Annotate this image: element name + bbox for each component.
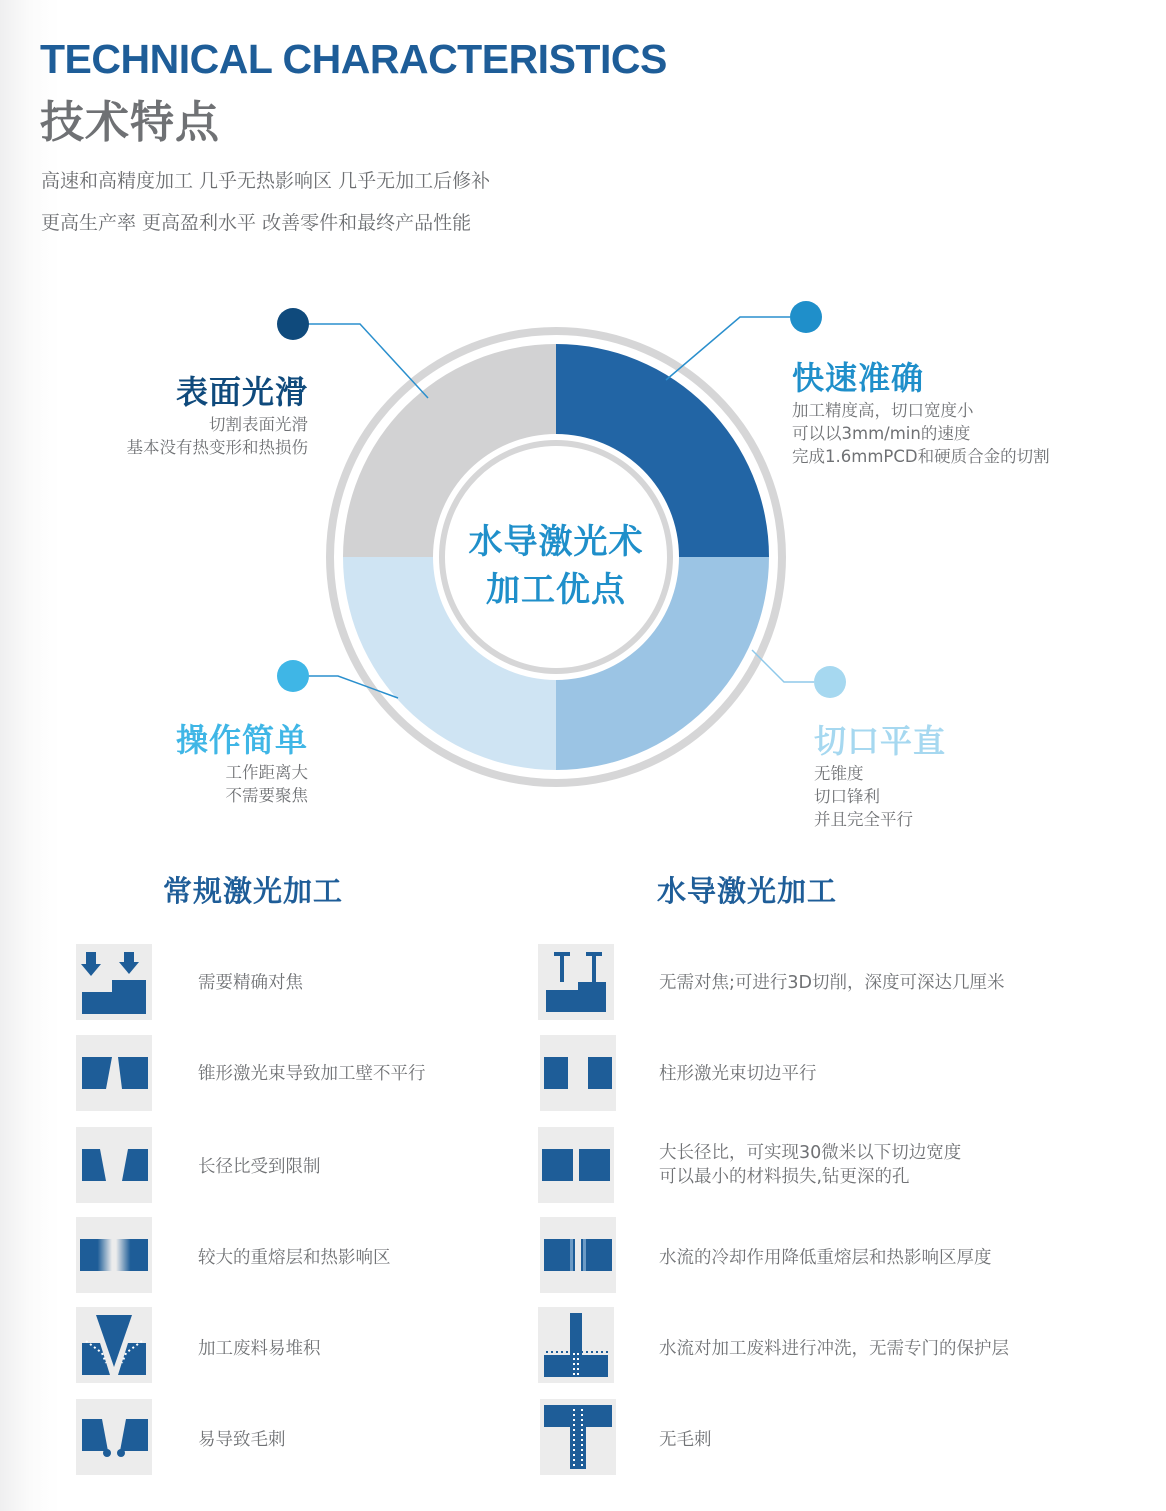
intro-line: 更高生产率 更高盈利水平 改善零件和最终产品性能 [41, 212, 472, 234]
feature-title: 快速准确 [792, 359, 925, 397]
water-jet-row-text: 水流对加工废料进行冲洗，无需专门的保护层 [659, 1339, 1009, 1359]
feature-easy-operation [176, 715, 308, 807]
page-title-cn: 技术特点 [40, 97, 220, 148]
debris-icon [76, 1307, 152, 1383]
feature-line: 切口锋利 [814, 787, 880, 806]
feature-line: 并且完全平行 [814, 810, 913, 829]
feature-line: 完成1.6mmPCD和硬质合金的切割 [792, 447, 1050, 466]
no-burr-icon [540, 1399, 616, 1475]
dot-fast-accurate [790, 301, 822, 333]
feature-line: 可以以3mm/min的速度 [792, 424, 971, 443]
water-jet-row-text: 可以最小的材料损失,钻更深的孔 [659, 1167, 910, 1187]
conventional-row-text: 需要精确对焦 [198, 973, 303, 993]
center-line: 水导激光术 [468, 522, 644, 562]
feature-straight-cut [814, 716, 946, 831]
water-jet-row-text: 大长径比，可实现30微米以下切边宽度 [659, 1143, 962, 1163]
feature-line: 工作距离大 [225, 763, 308, 782]
parallel-walls-icon [540, 1035, 616, 1111]
center-line: 加工优点 [486, 570, 626, 610]
burr-icon [76, 1399, 152, 1475]
intro-line: 高速和高精度加工 几乎无热影响区 几乎无加工后修补 [41, 170, 491, 192]
feature-fast-accurate [792, 353, 1050, 468]
cooling-icon [540, 1217, 616, 1293]
water-jet-row-text: 无毛刺 [659, 1430, 712, 1450]
feature-smooth-surface [127, 367, 309, 459]
feature-title: 操作简单 [175, 721, 308, 759]
conventional-row-text: 易导致毛刺 [198, 1430, 286, 1450]
dot-smooth-surface [277, 308, 309, 340]
conventional-row-text: 锥形激光束导致加工壁不平行 [198, 1064, 426, 1084]
feature-line: 无锥度 [814, 764, 864, 783]
high-aspect-icon [538, 1127, 614, 1203]
feature-line: 切割表面光滑 [209, 415, 308, 434]
feature-title: 表面光滑 [175, 373, 308, 411]
conventional-row-text: 较大的重熔层和热影响区 [198, 1248, 391, 1268]
dot-straight-cut [814, 666, 846, 698]
feature-line: 不需要聚焦 [225, 786, 308, 805]
feature-title: 切口平直 [814, 722, 947, 760]
conventional-row-text: 长径比受到限制 [198, 1157, 321, 1177]
water-jet-row-text: 无需对焦;可进行3D切削，深度可深达几厘米 [659, 973, 1005, 993]
heat-zone-icon [76, 1217, 152, 1293]
page-title-en: TECHNICAL CHARACTERISTICS [40, 36, 667, 82]
focus-arrows-icon [76, 944, 152, 1020]
tapered-walls-icon [76, 1035, 152, 1111]
feature-line: 基本没有热变形和热损伤 [126, 438, 308, 457]
flush-icon [538, 1307, 614, 1383]
limited-aspect-icon [76, 1127, 152, 1203]
water-jet-heading: 水导激光加工 [657, 874, 838, 908]
water-jet-row-text: 柱形激光束切边平行 [659, 1064, 817, 1084]
feature-line: 加工精度高，切口宽度小 [792, 401, 974, 420]
water-jet-row-text: 水流的冷却作用降低重熔层和热影响区厚度 [659, 1248, 992, 1268]
no-focus-icon [538, 944, 614, 1020]
conventional-row-text: 加工废料易堆积 [198, 1339, 321, 1359]
conventional-heading: 常规激光加工 [163, 874, 344, 908]
dot-easy-operation [277, 660, 309, 692]
donut-center-label [436, 518, 676, 614]
